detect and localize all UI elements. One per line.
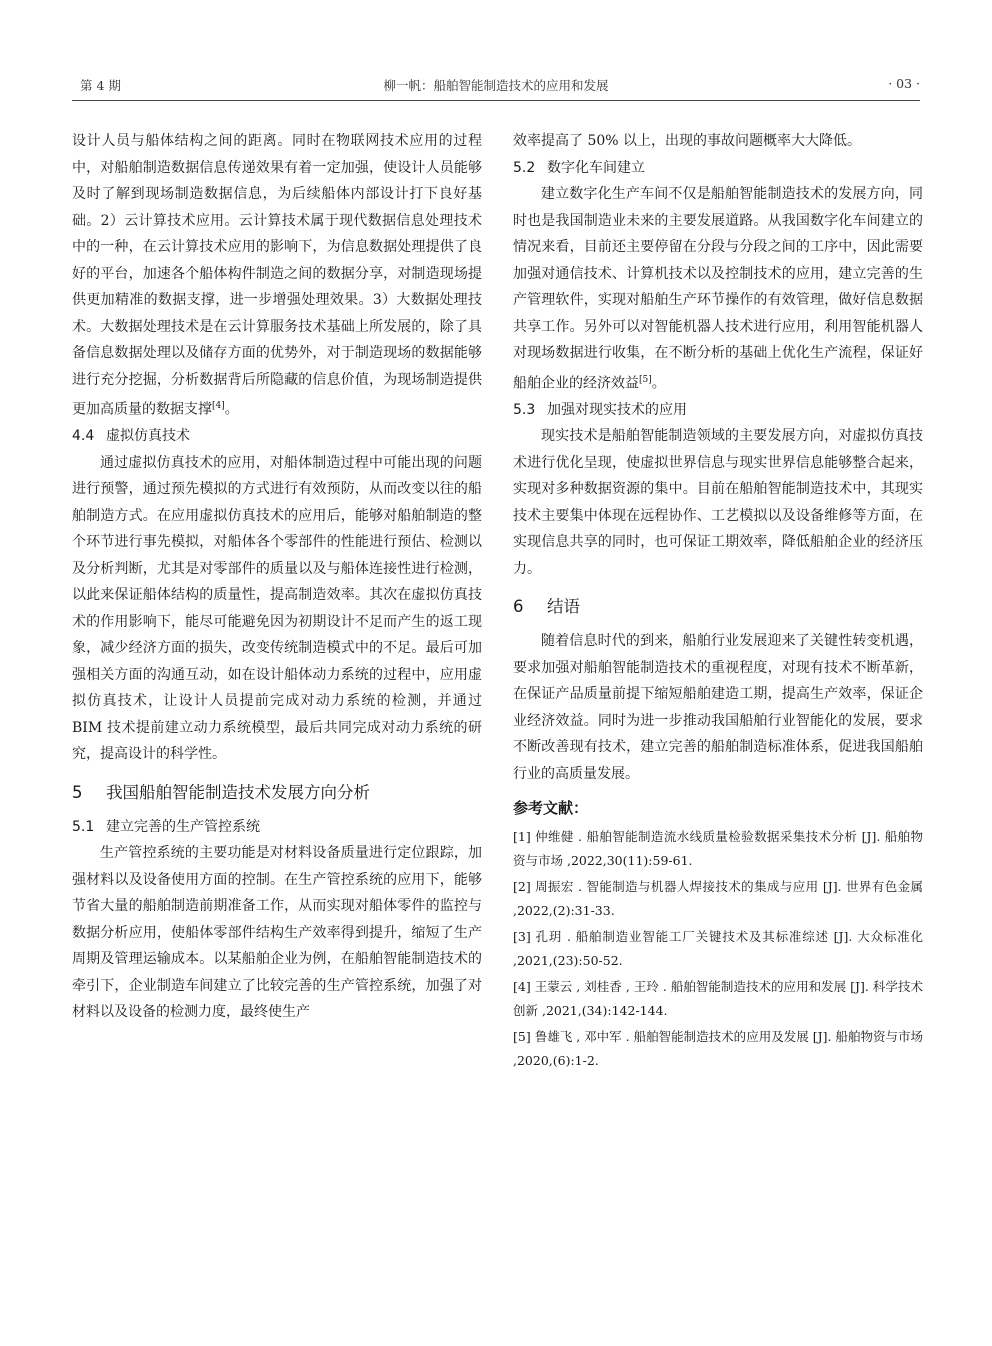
- citation: [4]: [212, 401, 225, 411]
- page-header: [72, 72, 920, 96]
- section-heading-5: 5 我国船舶智能制造技术发展方向分析: [72, 782, 370, 802]
- reference-item: [1] 仲维健 . 船舶智能制造流水线质量检验数据采集技术分析 [J]. 船舶物资与市场 ,2022,30(11):59-61.: [513, 829, 923, 869]
- section-heading-5-2: 5.2 数字化车间建立: [513, 159, 645, 176]
- section-heading-5-3: 5.3 加强对现实技术的应用: [513, 401, 687, 418]
- section-heading-6: 6 结语: [513, 597, 580, 617]
- page-number: · 03 ·: [888, 76, 920, 91]
- section-heading-5-1: 5.1 建立完善的生产管控系统: [72, 818, 260, 835]
- paragraph: 随着信息时代的到来，船舶行业发展迎来了关键性转变机遇，要求加强对船舶智能制造技术的重视程度，对现有技术不断革新，在保证产品质量前提下缩短船舶建造工期，提高生产效率，保证企业经济效益。同时为进一步推动我国船舶行业智能化的发展，要求不断改善现有技术，建立完善的船舶制造标准体系，促进我国船舶行业的高质量发展。: [513, 633, 923, 782]
- issue-number: 第 4 期: [80, 78, 121, 93]
- reference-item: [2] 周振宏 . 智能制造与机器人焊接技术的集成与应用 [J]. 世界有色金属 ,2022,(2):31-33.: [513, 879, 923, 919]
- references-heading: 参考文献：: [513, 799, 589, 818]
- paragraph: 设计人员与船体结构之间的距离。同时在物联网技术应用的过程中，对船舶制造数据信息传递效果有着一定加强，使设计人员能够及时了解到现场制造数据信息，为后续船体内部设计打下良好基础。2）云计算技术应用。云计算技术属于现代数据信息处理技术中的一种，在云计算技术应用的影响下，为信息数据处理提供了良好的平台，加速各个船体构件制造之间的数据分享，对制造现场提供更加精准的数据支撑，进一步增强处理效果。3）大数据处理技术。大数据处理技术是在云计算服务技术基础上所发展的，除了具备信息数据处理以及储存方面的优势外，对于制造现场的数据能够进行充分挖掘，分析数据背后所隐藏的信息价值，为现场制造提供更加高质量的数据支撑[4]。: [72, 133, 482, 418]
- left-column: [72, 128, 482, 1026]
- paragraph: 现实技术是船舶智能制造领域的主要发展方向，对虚拟仿真技术进行优化呈现，使虚拟世界信息与现实世界信息能够整合起来，实现对多种数据资源的集中。目前在船舶智能制造技术中，其现实技术主要集中体现在远程协作、工艺模拟以及设备维修等方面，在实现信息共享的同时，也可保证工期效率，降低船舶企业的经济压力。: [513, 428, 923, 577]
- paragraph: 生产管控系统的主要功能是对材料设备质量进行定位跟踪，加强材料以及设备使用方面的控制。在生产管控系统的应用下，能够节省大量的船舶制造前期准备工作，从而实现对船体零件的监控与数据分析应用，使船体零部件结构生产效率得到提升，缩短了生产周期及管理运输成本。以某船舶企业为例，在船舶智能制造技术的牵引下，企业制造车间建立了比较完善的生产管控系统，加强了对材料以及设备的检测力度，最终使生产: [72, 845, 482, 1021]
- header-rule: [72, 100, 920, 101]
- reference-item: [3] 孔玥 . 船舶制造业智能工厂关键技术及其标准综述 [J]. 大众标准化 ,2021,(23):50-52.: [513, 929, 923, 969]
- paragraph: 建立数字化生产车间不仅是船舶智能制造技术的发展方向，同时也是我国制造业未来的主要发展道路。从我国数字化车间建立的情况来看，目前还主要停留在分段与分段之间的工序中，因此需要加强对通信技术、计算机技术以及控制技术的应用，建立完善的生产管理软件，实现对船舶生产环节操作的有效管理，做好信息数据共享工作。另外可以对智能机器人技术进行应用，利用智能机器人对现场数据进行收集，在不断分析的基础上优化生产流程，保证好船舶企业的经济效益[5]。: [513, 186, 923, 392]
- paragraph: 效率提高了 50% 以上，出现的事故问题概率大大降低。: [513, 133, 862, 149]
- citation: [5]: [639, 374, 652, 385]
- right-column: [513, 128, 923, 1075]
- section-heading-4-4: 4.4 虚拟仿真技术: [72, 428, 190, 445]
- paragraph: 通过虚拟仿真技术的应用，对船体制造过程中可能出现的问题进行预警，通过预先模拟的方式进行有效预防，从而改变以往的船舶制造方式。在应用虚拟仿真技术的应用后，能够对船舶制造的整个环节进行事先模拟，对船体各个零部件的性能进行预估、检测以及分析判断，尤其是对零部件的质量以及与船体连接性进行检测，以此来保证船体结构的质量性，提高制造效率。其次在虚拟仿真技术的作用影响下，能尽可能避免因为初期设计不足而产生的返工现象，减少经济方面的损失，改变传统制造模式中的不足。最后可加强相关方面的沟通互动，如在设计船体动力系统的过程中，应用虚拟仿真技术，让设计人员提前完成对动力系统的检测，并通过 BIM 技术提前建立动力系统模型，最后共同完成对动力系统的研究，提高设计的科学性。: [72, 454, 482, 763]
- reference-item: [5] 鲁雄飞 , 邓中军 . 船舶智能制造技术的应用及发展 [J]. 船舶物资与市场 ,2020,(6):1-2.: [513, 1029, 923, 1069]
- references-list: [513, 825, 923, 1073]
- reference-item: [4] 王蒙云 , 刘桂香 , 王玲 . 船舶智能制造技术的应用和发展 [J]. 科学技术创新 ,2021,(34):142-144.: [513, 979, 923, 1019]
- running-title: 柳一帆：船舶智能制造技术的应用和发展: [383, 78, 609, 93]
